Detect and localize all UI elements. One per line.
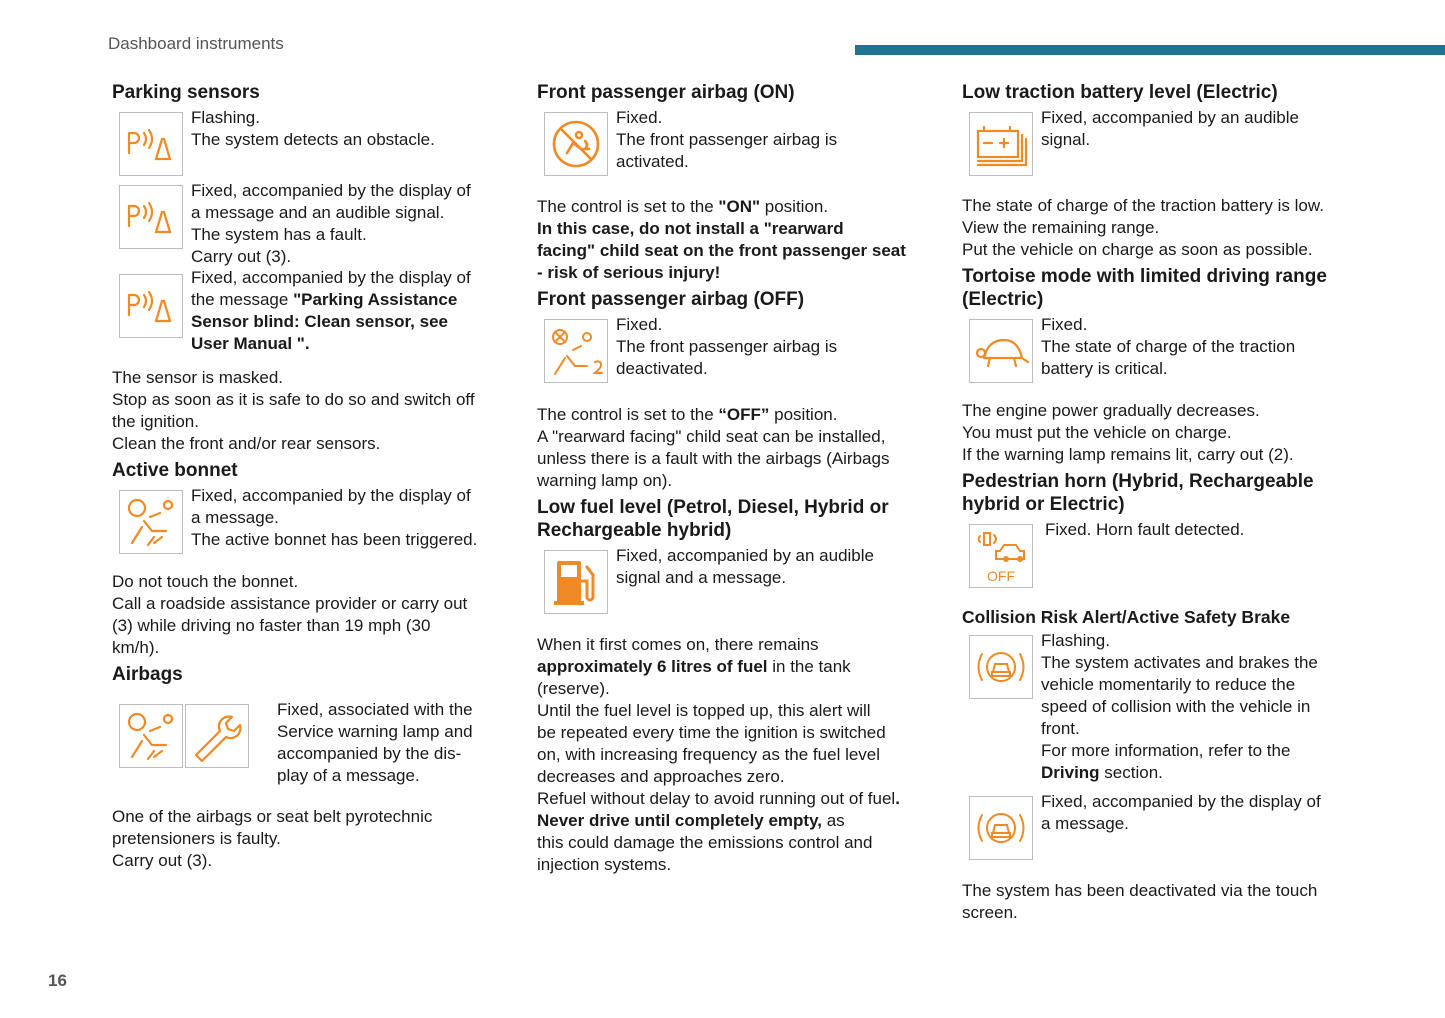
section-heading-collision: Collision Risk Alert/Active Safety Brake (962, 607, 1291, 627)
fuel-body-line1: When it first comes on, there remains (537, 635, 819, 654)
battery-body-line2: View the remaining range. (962, 218, 1160, 237)
airbags-body-line3: Carry out (3). (112, 851, 213, 870)
section-heading-airbags: Airbags (112, 664, 183, 685)
airbag-off-body-line4: warning lamp on). (537, 471, 673, 490)
section-heading-tortoise-1: Tortoise mode with limited driving range (962, 266, 1327, 287)
parking-fixed-line4: Carry out (3). (191, 247, 292, 266)
parking-entry-blind (112, 268, 507, 355)
collision-body-line2: screen. (962, 903, 1018, 922)
airbag-off-body-line1 (537, 404, 932, 426)
active-bonnet-icon (119, 490, 183, 554)
collision-fixed-line2: a message. (1041, 814, 1129, 833)
horn-line1: Fixed. Horn fault detected. (1045, 520, 1245, 539)
on-body1c: position. (760, 197, 829, 216)
low-fuel-entry (537, 546, 932, 614)
fuel-body-line10: this could damage the emissions control and (537, 833, 873, 852)
parking-sensor-icon (119, 274, 183, 338)
collision-line7-b: section. (1099, 763, 1163, 782)
section-heading-low-fuel-1: Low fuel level (Petrol, Diesel, Hybrid or (537, 497, 889, 518)
tortoise-body-line1: The engine power gradually decreases. (962, 401, 1260, 420)
bonnet-entry (112, 486, 507, 554)
tortoise-line3: battery is critical. (1041, 359, 1168, 378)
parking-flash-line1: Flashing. (191, 108, 260, 127)
off-body1c: position. (769, 405, 838, 424)
fuel-body2a: approximately 6 litres of fuel (537, 657, 768, 676)
fuel-body-line5: be repeated every time the ignition is switched (537, 723, 886, 742)
fuel-line2: signal and a message. (616, 568, 787, 587)
airbags-paragraph (112, 806, 507, 872)
airbag-off-entry (537, 315, 932, 383)
horn-off-label: OFF (987, 568, 1015, 584)
parking-blind-line2-b: "Parking Assistance (293, 290, 458, 309)
header-accent-bar (855, 45, 1445, 55)
collision-body-line1: The system has been deactivated via the touch (962, 881, 1318, 900)
parking-blind-line2-a: the message (191, 290, 294, 309)
airbag-off-line1: Fixed. (616, 315, 663, 334)
airbag-on-line2: The front passenger airbag is (616, 130, 838, 149)
collision-alert-icon (969, 796, 1033, 860)
fuel-body8b: . (895, 789, 900, 808)
column-middle (537, 81, 932, 876)
collision-line7-a: Driving (1041, 763, 1100, 782)
airbag-off-body-line2: A "rearward facing" child seat can be installed, (537, 427, 886, 446)
fuel-pump-icon (544, 550, 608, 614)
pedestrian-horn-icon (969, 524, 1033, 588)
airbag-off-line3: deactivated. (616, 359, 708, 378)
fuel-body-line2 (537, 656, 932, 678)
fuel-line1: Fixed, accompanied by an audible (616, 546, 874, 565)
fuel-body-line11: injection systems. (537, 855, 672, 874)
airbag-icon (119, 704, 183, 768)
battery-body-line3: Put the vehicle on charge as soon as possible. (962, 240, 1313, 259)
column-right (962, 81, 1372, 924)
section-heading-horn-1: Pedestrian horn (Hybrid, Rechargeable (962, 471, 1314, 492)
parking-blind-line2 (191, 289, 507, 311)
section-heading-tortoise-2: (Electric) (962, 289, 1044, 310)
tortoise-entry (962, 315, 1372, 383)
parking-entry-fixed (112, 181, 507, 268)
airbags-line4: play of a message. (277, 766, 420, 785)
bonnet-body-line3: (3) while driving no faster than 19 mph (30 (112, 616, 431, 635)
collision-line5: front. (1041, 719, 1080, 738)
battery-line2: signal. (1041, 130, 1091, 149)
airbag-off-body-line3: unless there is a fault with the airbags (Airbags (537, 449, 890, 468)
parking-sensor-icon (119, 185, 183, 249)
bonnet-line2: a message. (191, 508, 279, 527)
tortoise-body-line2: You must put the vehicle on charge. (962, 423, 1232, 442)
collision-entry-fixed (962, 792, 1372, 860)
collision-line1: Flashing. (1041, 631, 1110, 650)
tortoise-line2: The state of charge of the traction (1041, 337, 1296, 356)
collision-fixed-line1: Fixed, accompanied by the display of (1041, 792, 1321, 811)
masked-line2: Stop as soon as it is safe to do so and switch off (112, 390, 475, 409)
section-heading-active-bonnet: Active bonnet (112, 460, 238, 481)
bonnet-body-line1: Do not touch the bonnet. (112, 572, 299, 591)
masked-line3: the ignition. (112, 412, 199, 431)
wrench-icon (185, 704, 249, 768)
parking-fixed-line3: The system has a fault. (191, 225, 367, 244)
airbag-off-line2: The front passenger airbag is (616, 337, 838, 356)
airbags-entry (112, 700, 507, 787)
airbag-on-paragraph (537, 196, 932, 284)
airbag-on-line3: activated. (616, 152, 689, 171)
fuel-body-line3: (reserve). (537, 679, 610, 698)
off-body1a: The control is set to the (537, 405, 719, 424)
fuel-body9b: as (822, 811, 845, 830)
parking-flash-line2: The system detects an obstacle. (191, 130, 435, 149)
airbag-on-body-line4: - risk of serious injury! (537, 263, 721, 282)
horn-entry (962, 520, 1372, 588)
bonnet-line1: Fixed, accompanied by the display of (191, 486, 471, 505)
airbag-on-entry (537, 108, 932, 176)
airbags-line3: accompanied by the dis- (277, 744, 462, 763)
fuel-body-line9 (537, 810, 932, 832)
section-heading-airbag-on: Front passenger airbag (ON) (537, 82, 795, 103)
off-body1b: “OFF” (718, 405, 770, 424)
tortoise-paragraph (962, 400, 1372, 466)
airbag-on-body-line2: In this case, do not install a "rearward (537, 219, 844, 238)
airbag-on-body-line1 (537, 196, 932, 218)
page-number: 16 (48, 971, 67, 990)
passenger-airbag-on-icon (544, 112, 608, 176)
traction-battery-icon (969, 112, 1033, 176)
on-body1a: The control is set to the (537, 197, 719, 216)
column-left (112, 81, 507, 872)
parking-blind-line3: Sensor blind: Clean sensor, see (191, 312, 448, 331)
fuel-paragraph (537, 634, 932, 876)
collision-line7 (1041, 762, 1372, 784)
running-header: Dashboard instruments (108, 34, 284, 53)
section-heading-horn-2: hybrid or Electric) (962, 494, 1125, 515)
fuel-body-line4: Until the fuel level is topped up, this alert will (537, 701, 871, 720)
tortoise-line1: Fixed. (1041, 315, 1088, 334)
parking-masked-paragraph (112, 367, 507, 455)
parking-blind-line1: Fixed, accompanied by the display of (191, 268, 471, 287)
collision-line4: speed of collision with the vehicle in (1041, 697, 1311, 716)
airbags-line2: Service warning lamp and (277, 722, 473, 741)
section-heading-airbag-off: Front passenger airbag (OFF) (537, 289, 805, 310)
battery-paragraph (962, 195, 1372, 261)
collision-line3: vehicle momentarily to reduce the (1041, 675, 1296, 694)
tortoise-body-line3: If the warning lamp remains lit, carry out (2). (962, 445, 1294, 464)
fuel-body-line7: decreases and approaches zero. (537, 767, 785, 786)
parking-fixed-line1: Fixed, accompanied by the display of (191, 181, 471, 200)
collision-line2: The system activates and brakes the (1041, 653, 1318, 672)
bonnet-paragraph (112, 571, 507, 659)
airbags-body-line1: One of the airbags or seat belt pyrotechnic (112, 807, 433, 826)
airbag-on-line1: Fixed. (616, 108, 663, 127)
parking-entry-flashing (112, 108, 507, 176)
masked-line1: The sensor is masked. (112, 368, 284, 387)
fuel-body9a: Never drive until completely empty, (537, 811, 822, 830)
battery-line1: Fixed, accompanied by an audible (1041, 108, 1299, 127)
battery-entry (962, 108, 1372, 176)
airbags-body-line2: pretensioners is faulty. (112, 829, 281, 848)
collision-entry-flashing (962, 631, 1372, 784)
parking-sensor-icon (119, 112, 183, 176)
passenger-airbag-off-icon (544, 319, 608, 383)
airbag-on-body-line3: facing" child seat on the front passenger seat (537, 241, 906, 260)
on-body1b: "ON" (718, 197, 761, 216)
bonnet-line3: The active bonnet has been triggered. (191, 530, 478, 549)
battery-body-line1: The state of charge of the traction battery is low. (962, 196, 1324, 215)
section-heading-low-fuel-2: Rechargeable hybrid) (537, 520, 732, 541)
section-heading-low-battery: Low traction battery level (Electric) (962, 82, 1278, 103)
parking-fixed-line2: a message and an audible signal. (191, 203, 445, 222)
collision-alert-icon (969, 635, 1033, 699)
collision-line6: For more information, refer to the (1041, 741, 1291, 760)
fuel-body-line6: on, with increasing frequency as the fuel level (537, 745, 881, 764)
masked-line4: Clean the front and/or rear sensors. (112, 434, 381, 453)
airbags-line1: Fixed, associated with the (277, 700, 473, 719)
bonnet-body-line2: Call a roadside assistance provider or carry out (112, 594, 468, 613)
section-heading-parking-sensors: Parking sensors (112, 82, 260, 103)
airbag-off-paragraph (537, 404, 932, 492)
bonnet-body-line4: km/h). (112, 638, 160, 657)
fuel-body2b: in the tank (767, 657, 851, 676)
collision-paragraph (962, 880, 1372, 924)
fuel-body8a: Refuel without delay to avoid running out of fuel (537, 789, 896, 808)
fuel-body-line8 (537, 788, 932, 810)
parking-blind-line4: User Manual ". (191, 334, 310, 353)
tortoise-icon (969, 319, 1033, 383)
